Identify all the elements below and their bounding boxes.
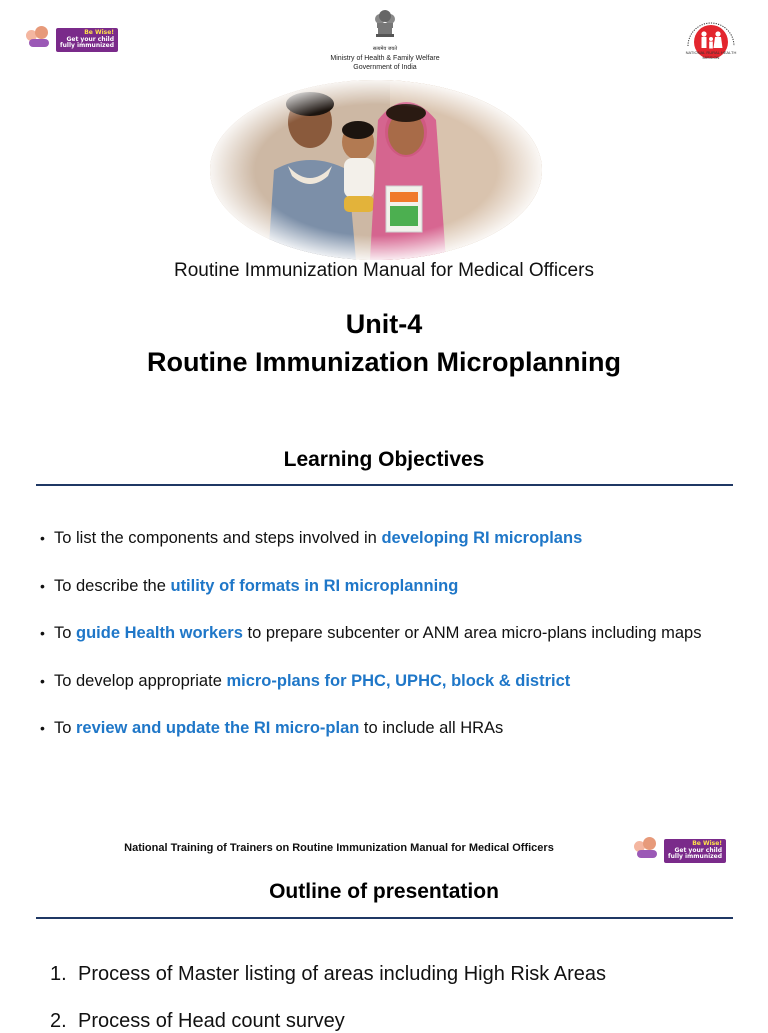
outline-title: Outline of presentation (269, 880, 499, 903)
list-item: • To list the components and steps involved in developing RI microplans (40, 529, 583, 547)
bewise-tag: Be Wise! Get your child fully immunized (56, 28, 118, 52)
unit-number: Unit-4 (345, 309, 423, 339)
emblem-motto: सत्यमेव जयते (372, 46, 398, 52)
bewise-logo-small (634, 837, 726, 859)
list-item: • To develop appropriate micro-plans for PHC, UPHC, block & district (40, 672, 571, 690)
bullet-icon: • (40, 673, 45, 689)
unit-name: Routine Immunization Microplanning (147, 347, 621, 377)
family-photo (210, 80, 542, 260)
ministry-name: Ministry of Health & Family Welfare (330, 55, 440, 62)
unit-title (0, 305, 768, 381)
list-item: • To guide Health workers to prepare subcenter or ANM area micro-plans including maps (40, 624, 702, 642)
training-footer-note: National Training of Trainers on Routine Immunization Manual for Medical Officers (124, 842, 554, 854)
national-emblem-icon (372, 6, 398, 42)
list-item: 2. Process of Head count survey (50, 1010, 345, 1032)
learning-objectives-title: Learning Objectives (283, 448, 485, 471)
family-illustration (210, 80, 542, 260)
government-name: Government of India (353, 64, 417, 71)
nrhm-caption: NATIONAL RURAL HEALTH MISSION (685, 50, 737, 60)
list-item: • To review and update the RI micro-plan to include all HRAs (40, 719, 504, 737)
title-divider (36, 484, 733, 486)
bullet-icon: • (40, 578, 45, 594)
outline-divider (36, 917, 733, 919)
list-item: • To describe the utility of formats in RI microplanning (40, 577, 459, 595)
bullet-icon: • (40, 720, 45, 736)
manual-subtitle: Routine Immunization Manual for Medical Officers (174, 260, 594, 281)
bullet-icon: • (40, 625, 45, 641)
ministry-emblem-block (310, 6, 460, 72)
bewise-tag: Be Wise! Get your child fully immunized (664, 839, 726, 863)
list-item: 1. Process of Master listing of areas including High Risk Areas (50, 963, 607, 985)
bullet-icon: • (40, 530, 45, 546)
children-icon (634, 837, 664, 859)
bewise-logo (26, 26, 118, 48)
children-icon (26, 26, 56, 48)
